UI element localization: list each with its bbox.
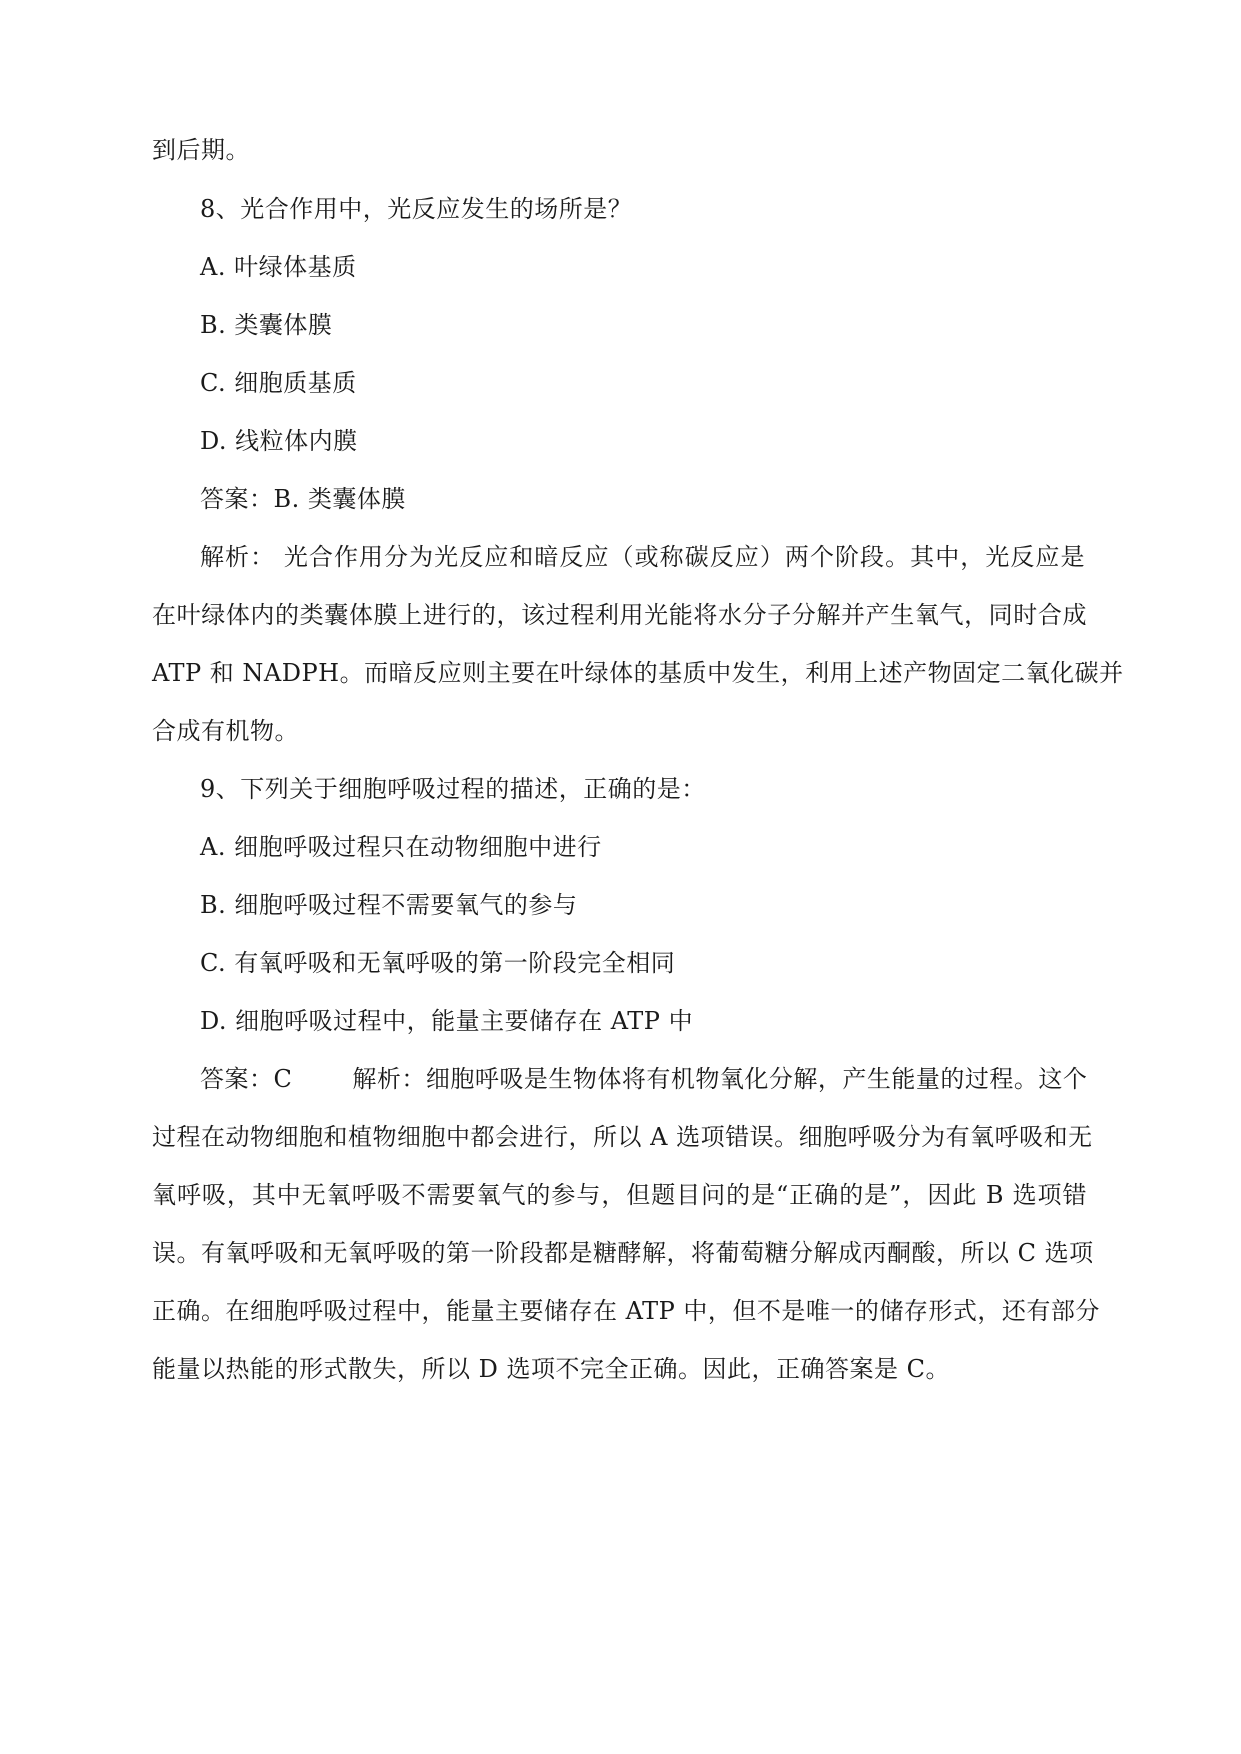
q9-answer: 答案：C [200, 1065, 293, 1093]
q9-analysis-line-2: 过程在动物细胞和植物细胞中都会进行，所以 A 选项错误。细胞呼吸分为有氧呼吸和无 [152, 1123, 1093, 1151]
q8-option-c: C. 细胞质基质 [200, 369, 357, 397]
q8-option-b: B. 类囊体膜 [200, 311, 333, 339]
q8-analysis-line-3: ATP 和 NADPH。而暗反应则主要在叶绿体的基质中发生，利用上述产物固定二氧化碳并 [152, 659, 1124, 687]
q8-option-d: D. 线粒体内膜 [200, 427, 358, 455]
q9-analysis-line-5: 正确。在细胞呼吸过程中，能量主要储存在 ATP 中，但不是唯一的储存形式，还有部分 [152, 1297, 1100, 1325]
q9-analysis-first: 解析：细胞呼吸是生物体将有机物氧化分解，产生能量的过程。这个 [352, 1065, 1088, 1093]
q9-option-b: B. 细胞呼吸过程不需要氧气的参与 [200, 891, 578, 919]
q8-analysis-line-1: 解析： 光合作用分为光反应和暗反应（或称碳反应）两个阶段。其中，光反应是 [200, 543, 1085, 571]
q8-analysis-line-4: 合成有机物。 [152, 717, 299, 745]
question-9-text: 9、下列关于细胞呼吸过程的描述，正确的是： [200, 775, 706, 803]
question-8-text: 8、光合作用中，光反应发生的场所是？ [200, 195, 633, 223]
q8-answer: 答案：B. 类囊体膜 [200, 485, 406, 513]
q9-analysis-line-3: 氧呼吸，其中无氧呼吸不需要氧气的参与，但题目问的是“正确的是”，因此 B 选项错 [152, 1181, 1087, 1209]
q7-tail-text: 到后期。 [152, 136, 250, 164]
q9-option-a: A. 细胞呼吸过程只在动物细胞中进行 [200, 833, 602, 861]
q9-option-d: D. 细胞呼吸过程中，能量主要储存在 ATP 中 [200, 1007, 694, 1035]
q8-option-a: A. 叶绿体基质 [200, 253, 357, 281]
q9-analysis-line-4: 误。有氧呼吸和无氧呼吸的第一阶段都是糖酵解，将葡萄糖分解成丙酮酸，所以 C 选项 [152, 1239, 1094, 1267]
q9-analysis-line-6: 能量以热能的形式散失，所以 D 选项不完全正确。因此，正确答案是 C。 [152, 1355, 950, 1383]
q8-analysis-line-2: 在叶绿体内的类囊体膜上进行的，该过程利用光能将水分子分解并产生氧气，同时合成 [152, 601, 1087, 629]
q9-option-c: C. 有氧呼吸和无氧呼吸的第一阶段完全相同 [200, 949, 676, 977]
q9-answer-analysis-line [200, 1063, 1088, 1095]
